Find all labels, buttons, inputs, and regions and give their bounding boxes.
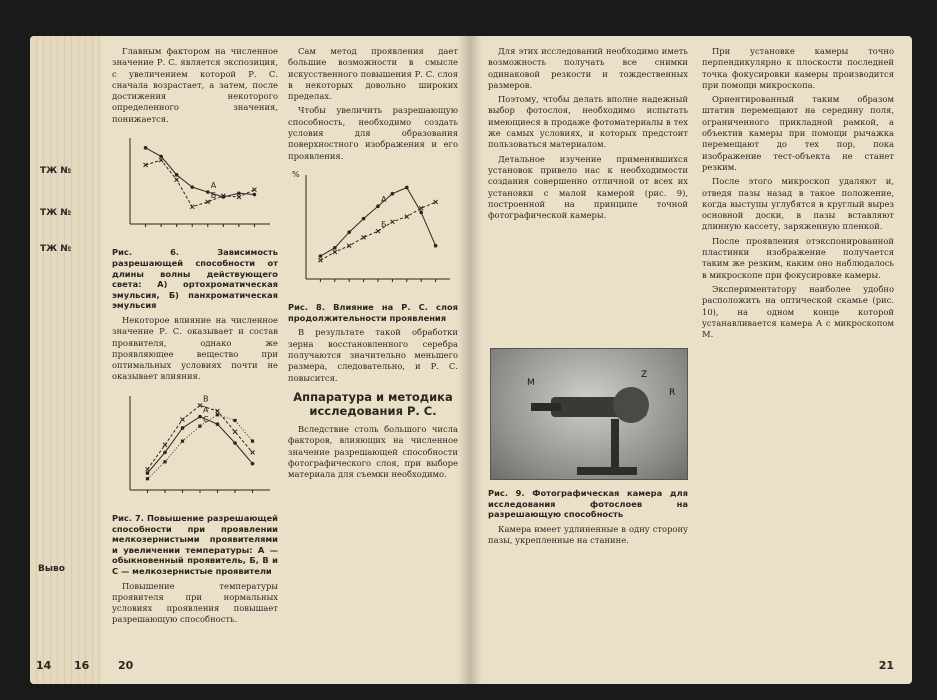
stack-label: ТЖ № [40,208,72,218]
paragraph: После проявления отэкспонированной пластинки изображение получается таким же резким, каким оно наблюдалось в микроскопе при фокусировке камеры. [702,235,894,280]
paragraph: Сам метод проявления дает большие возможности в смысле искусственного повышения Р. С. слоя в некоторых довольно широких пределах. [288,46,458,102]
camera-illustration [491,349,687,479]
data-point [347,230,351,234]
data-point [198,403,202,407]
data-point [419,206,423,210]
data-point [159,155,163,159]
data-point [198,424,201,427]
paragraph: Главным фактором на численное значение Р. С. является экспозиция, с увеличением которой Р. С. сначала возрастает, а затем, после достижения некоторого определенного значения, понижается. [112,46,278,124]
data-point [333,246,337,250]
left-column-2 [288,46,458,483]
data-point [216,413,219,416]
data-point [390,220,394,224]
stack-page-number: 16 [74,659,90,672]
page-number: 20 [118,659,134,672]
paragraph: После этого микроскоп удаляют и, отведя пазы назад в такое положение, когда выступы углубятся в круглый вырез основной доски, в пазы вставляют длинную кассету, заряженную пленкой. [702,176,894,232]
data-point [319,254,323,258]
stack-label: Выво [38,564,65,574]
data-point [198,415,202,419]
data-point [216,422,220,426]
data-point [163,460,166,463]
paragraph: Повышение температуры проявителя при нормальных условиях проявления повышает разрешающую способность. [112,580,278,625]
data-point [175,178,179,182]
data-point [251,439,254,442]
data-point [405,186,409,190]
stack-label: ТЖ № [40,244,72,254]
paragraph: Камера имеет удлиненные в одну сторону пазы, укрепленные на станине. [488,523,688,546]
figure-8-caption: Рис. 8. Влияние на Р. С. слоя продолжительности проявления [288,302,458,323]
data-point [181,439,184,442]
data-point [181,417,185,421]
data-point [362,217,366,221]
stack-page-number: 14 [36,659,52,672]
data-point [251,450,255,454]
data-point [419,211,423,215]
right-page [470,36,912,684]
page-number: 21 [878,659,894,672]
data-point [190,205,194,209]
data-point [376,204,380,208]
series-label: А [381,195,387,205]
series-label: Б [381,220,387,230]
figure-7-caption: Рис. 7. Повышение разрешающей способности при проявлении мелкозернистыми проявителями и увеличении температуры: А — обыкновенный проявитель, Б, В и С — мелкозернистые проявители [112,513,278,576]
series-label: А [203,405,209,415]
data-point [251,462,255,466]
figure-9-caption: Рис. 9. Фотографическая камера для исследования фотослоев на разрешающую способность [488,488,688,520]
paragraph: При установке камеры точно перпендикулярно к плоскости последней точка фокусировки камеры производится при помощи микроскопа. [702,46,894,90]
stack-label: ТЖ № [40,166,72,176]
data-point [376,229,380,233]
data-point [434,200,438,204]
data-point [144,146,148,150]
data-point [163,450,167,454]
photo-label-m: M [527,378,535,388]
left-column-1 [112,46,278,629]
data-point [233,419,236,422]
data-point [146,471,150,475]
figure-7-chart [112,386,278,506]
left-page [30,36,470,684]
paragraph: Вследствие столь большого числа факторов, влияющих на численное значение разрешающей способности фотографического слоя, при выборе материала для съемки необходимо. [288,423,458,480]
book-spread [30,36,912,684]
right-column-2 [702,46,894,343]
right-column-1 [488,46,688,224]
series-label: А [210,181,217,191]
series-label: С [203,414,209,424]
paragraph: Экспериментатору наиболее удобно расположить на оптической скамье (рис. 10), на одном конце которой устанавливается камера А с микроскопом М. [702,283,894,340]
paragraph: Для этих исследований необходимо иметь возможность получать все снимки одинаковой резкости и тождественных размеров. [488,46,688,90]
data-point [391,192,395,196]
series-label: В [203,394,209,404]
data-point [362,235,366,239]
page-stack-edge [30,36,100,684]
figure-6-chart [112,128,278,240]
right-column-1-lower [488,484,688,549]
series-line-А [320,187,435,256]
paragraph: Некоторое влияние на численное значение Р. С. оказывает и состав проявителя, однако же проявляющее вещество при оптимальных условиях почти не оказывает влияния. [112,314,278,382]
data-point [146,467,150,471]
data-point [434,244,438,248]
data-point [237,195,241,199]
data-point [252,188,256,192]
data-point [347,244,351,248]
figure-8-chart [288,165,458,295]
data-point [146,477,149,480]
book-gutter [458,36,482,684]
series-label: Б [210,190,217,200]
series-line-Б [146,160,255,207]
data-point [159,158,163,162]
figure-6-caption: Рис. 6. Зависимость разрешающей способности от длины волны действующего света: А) ортохроматическая эмульсия, Б) панхроматическая эмульсия [112,247,278,311]
photo-label-z: Z [641,370,648,380]
data-point [253,193,257,197]
paragraph: Ориентированный таким образом штатив перемещают на середину поля, ограниченного прикладной рамкой, а объектив камеры при помощи рычажка перемещают до тех пор, пока изображение тест-объекта не станет резким. [702,94,894,172]
photo-label-r: R [669,388,676,398]
data-point [175,173,179,177]
data-point [233,429,237,433]
data-point [237,192,241,196]
paragraph: В результате такой обработки зерна восстановленного серебра получаются значительно меньшего размера, следовательно, и Р. С. повысится. [288,327,458,383]
data-point [181,426,185,430]
data-point [163,443,167,447]
paragraph: Детальное изучение применявшихся установок привело нас к необходимости создания совершенно отличной от всех их установки с малой камерой (рис. 9), построенной на принципе точной фотографической камеры. [488,153,688,221]
data-point [190,185,194,189]
paragraph: Поэтому, чтобы делать вполне надежный выбор фотослоя, необходимо испытать имеющиеся в продаже фотоматериалы в тех же самых условиях, и которых предстоит пользоваться материалом. [488,94,688,150]
paragraph: Чтобы увеличить разрешающую способность, необходимо создать условия для образования поверхностного изображения и его проявления. [288,105,458,161]
section-heading: Аппаратура и методика исследования Р. С. [293,389,453,418]
data-point [233,441,237,445]
camera-photo [490,348,688,480]
data-point [206,190,210,194]
data-point [318,258,322,262]
data-point [333,250,337,254]
y-axis-label: % [292,169,300,179]
